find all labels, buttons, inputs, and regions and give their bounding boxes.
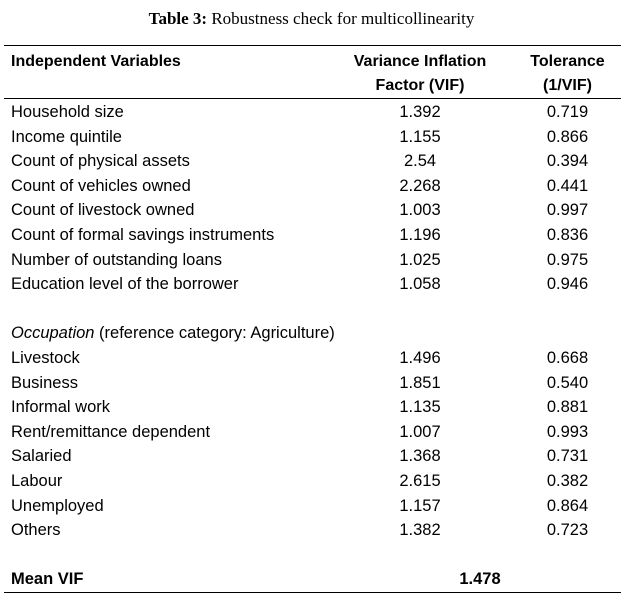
tolerance-value: 0.394 (546, 152, 589, 171)
tolerance-value: 0.993 (546, 422, 589, 441)
tolerance-value: 0.441 (546, 176, 589, 195)
vif-value: 1.368 (399, 447, 441, 466)
variable-name: Income quintile (11, 127, 122, 146)
vif-value: 1.496 (399, 349, 441, 367)
vif-value: 1.007 (399, 422, 441, 441)
variable-name: Informal work (11, 398, 111, 417)
vif-value: 1.135 (399, 398, 441, 417)
header-rule (4, 98, 621, 99)
variable-name: Livestock (11, 349, 80, 367)
vif-value: 1.196 (399, 226, 441, 244)
vif-value: 1.157 (399, 496, 441, 515)
variable-name: Count of vehicles owned (11, 176, 191, 195)
table-row (0, 518, 623, 542)
vif-value: 1.025 (399, 250, 441, 269)
header-vif-line2: Factor (VIF) (375, 77, 465, 94)
table-row (0, 346, 623, 370)
variable-name: Education level of the borrower (11, 275, 239, 294)
table-row (0, 444, 623, 468)
table-row (0, 149, 623, 173)
variable-name: Number of outstanding loans (11, 250, 222, 269)
vif-value: 1.382 (399, 521, 441, 540)
variable-name: Rent/remittance dependent (11, 422, 211, 441)
variable-name: Unemployed (11, 496, 104, 515)
table-row (0, 100, 623, 124)
variable-name: Count of livestock owned (11, 201, 195, 220)
vif-value: 2.54 (403, 152, 437, 171)
table-row (0, 371, 623, 395)
tolerance-value: 0.836 (546, 226, 589, 244)
table-row (0, 198, 623, 222)
vif-value: 1.003 (399, 201, 441, 220)
bottom-rule (4, 592, 621, 593)
occupation-reference-note: (reference category: Agriculture) (94, 324, 335, 342)
tolerance-value: 0.975 (546, 250, 589, 269)
table-row (0, 395, 623, 419)
tolerance-value: 0.946 (546, 275, 589, 294)
vif-value: 1.155 (399, 127, 441, 146)
table-row (0, 494, 623, 518)
table-row (0, 174, 623, 198)
vif-value: 1.392 (399, 103, 441, 121)
variable-name: Business (11, 373, 78, 392)
variable-name: Count of formal savings instruments (11, 226, 275, 244)
header-vif-line1: Variance Inflation (353, 53, 487, 70)
vif-value: 1.851 (399, 373, 441, 392)
mean-vif-value: 1.478 (459, 570, 501, 588)
mean-vif-label: Mean VIF (11, 570, 84, 588)
table-row (0, 420, 623, 444)
occupation-section-heading (11, 321, 335, 345)
table-row (0, 469, 623, 493)
occupation-label: Occupation (11, 324, 95, 342)
vif-value: 2.615 (399, 472, 441, 490)
header-tolerance-line2: (1/VIF) (543, 77, 592, 94)
table-caption-label: Table 3: (148, 9, 208, 28)
header-independent-variables: Independent Variables (11, 53, 181, 70)
variable-name: Salaried (11, 447, 72, 466)
tolerance-value: 0.864 (546, 496, 589, 515)
table-row (0, 223, 623, 247)
table-row (0, 248, 623, 272)
variable-name: Household size (11, 103, 124, 121)
tolerance-value: 0.997 (546, 201, 589, 220)
header-tolerance-line1: Tolerance (530, 53, 605, 70)
vif-value: 2.268 (399, 176, 441, 195)
variable-name: Others (11, 521, 61, 540)
tolerance-value: 0.540 (546, 373, 589, 392)
vif-value: 1.058 (399, 275, 441, 294)
variable-name: Count of physical assets (11, 152, 190, 171)
table-row (0, 272, 623, 296)
table-row (0, 125, 623, 149)
variable-name: Labour (11, 472, 63, 490)
table-caption (0, 9, 623, 29)
tolerance-value: 0.723 (546, 521, 589, 540)
tolerance-value: 0.881 (546, 398, 589, 417)
tolerance-value: 0.719 (546, 103, 589, 121)
table-caption-text: Robustness check for multicollinearity (207, 9, 475, 28)
tolerance-value: 0.668 (546, 349, 589, 367)
tolerance-value: 0.866 (546, 127, 589, 146)
tolerance-value: 0.731 (546, 447, 589, 466)
top-rule (4, 45, 621, 46)
tolerance-value: 0.382 (546, 472, 589, 490)
